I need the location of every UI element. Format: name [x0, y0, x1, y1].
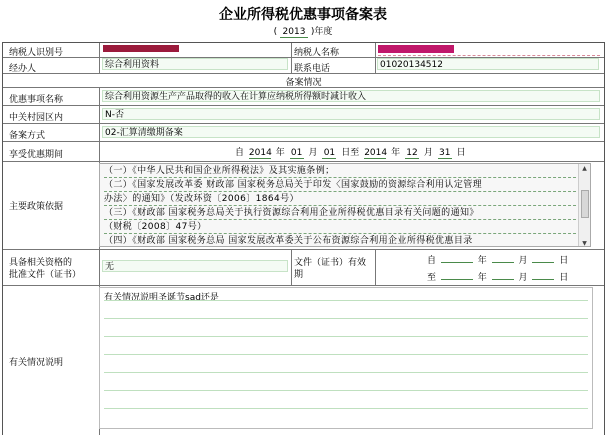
- period-to-day[interactable]: 31: [438, 148, 451, 158]
- validity-to-dates: [427, 270, 568, 283]
- validity-to-month[interactable]: [492, 279, 514, 280]
- policy-textarea[interactable]: [99, 163, 591, 247]
- item-name-input[interactable]: 综合利用资源生产产品取得的收入在计算应纳税所得额时减计收入: [102, 90, 600, 102]
- zgc-label: 中关村园区内: [9, 113, 64, 123]
- handler-label: 经办人: [9, 64, 37, 74]
- period-month-word-2: 月: [423, 148, 433, 158]
- year-suffix: )年度: [310, 27, 333, 37]
- validity-from-word: 自: [427, 256, 437, 266]
- qualification-input[interactable]: 无: [102, 260, 288, 272]
- row-qualification: [3, 249, 604, 286]
- period-to-year[interactable]: 2014: [364, 148, 388, 158]
- period-from-month[interactable]: 01: [290, 148, 303, 158]
- validity-from-dates: [427, 253, 568, 266]
- section-header-row: [3, 73, 604, 88]
- row-handler: [3, 57, 604, 74]
- validity-from-month[interactable]: [492, 262, 514, 263]
- validity-month-word-1: 月: [518, 256, 528, 266]
- period-from-year[interactable]: 2014: [248, 148, 272, 158]
- validity-day-word-2: 日: [559, 273, 569, 283]
- form-title: 企业所得税优惠事项备案表: [219, 7, 387, 23]
- validity-from-day[interactable]: [532, 262, 554, 263]
- scroll-up-icon[interactable]: ▲: [582, 165, 587, 172]
- scroll-thumb[interactable]: [581, 190, 589, 218]
- year-line: [0, 24, 606, 38]
- row-taxpayer: [3, 43, 604, 58]
- qualification-label-1: 具备相关资格的: [9, 258, 73, 268]
- row-item-name: [3, 87, 604, 106]
- period-year-word-2: 年: [391, 148, 401, 158]
- period-dates: [235, 145, 466, 159]
- row-notes: [3, 285, 604, 435]
- validity-to-word: 至: [427, 273, 437, 283]
- section-header: 备案情况: [285, 78, 322, 88]
- period-day-word: 日: [456, 148, 466, 158]
- row-policy: [3, 161, 604, 250]
- policy-line: 办法〉的通知》（发改环资〔2006〕1864号）: [104, 194, 299, 204]
- notes-label: 有关情况说明: [9, 358, 64, 368]
- period-from-word: 自: [235, 148, 245, 158]
- policy-line: （三）《财政部 国家税务总局关于执行资源综合利用企业所得税优惠目录有关问题的通知》: [104, 208, 479, 218]
- scroll-down-icon[interactable]: ▼: [582, 240, 587, 247]
- filing-form-table: [2, 42, 605, 435]
- taxpayer-name-label: 纳税人名称: [294, 48, 340, 58]
- method-label: 备案方式: [9, 131, 46, 141]
- validity-label-1: 文件（证书）有效: [294, 258, 367, 268]
- item-name-label: 优惠事项名称: [9, 95, 64, 105]
- validity-from-year[interactable]: [441, 262, 473, 263]
- taxpayer-name-redacted: [378, 45, 454, 53]
- validity-to-year[interactable]: [441, 279, 473, 280]
- period-to-word: 日至: [341, 148, 360, 158]
- zgc-select[interactable]: N-否: [102, 108, 600, 120]
- validity-month-word-2: 月: [518, 273, 528, 283]
- validity-day-word-1: 日: [559, 256, 569, 266]
- qualification-label-2: 批准文件（证书）: [9, 270, 82, 280]
- policy-line: （财税〔2008〕47号）: [104, 222, 207, 232]
- policy-scrollbar[interactable]: [578, 164, 590, 247]
- handler-input[interactable]: 综合利用资料: [102, 58, 288, 70]
- policy-line: （一）《中华人民共和国企业所得税法》及其实施条例；: [104, 166, 335, 176]
- period-from-day[interactable]: 01: [323, 148, 336, 158]
- year-input[interactable]: 2013: [280, 27, 308, 38]
- row-zgc: [3, 105, 604, 124]
- period-year-word-1: 年: [275, 148, 285, 158]
- taxpayer-id-redacted: [103, 45, 179, 52]
- notes-text: 有关情况说明圣诞节sad还是: [104, 293, 219, 303]
- notes-textarea[interactable]: [99, 287, 593, 429]
- validity-label-2: 期: [294, 270, 304, 280]
- validity-year-word-1: 年: [477, 256, 487, 266]
- phone-label: 联系电话: [294, 64, 331, 74]
- policy-line: （二）《国家发展改革委 财政部 国家税务总局关于印发〈国家鼓励的资源综合利用认定管理: [104, 180, 483, 190]
- taxpayer-id-label: 纳税人识别号: [9, 48, 64, 58]
- validity-to-day[interactable]: [532, 279, 554, 280]
- year-prefix: (: [273, 27, 278, 37]
- phone-input[interactable]: 01020134512: [377, 58, 599, 70]
- period-to-month[interactable]: 12: [406, 148, 418, 158]
- method-select[interactable]: 02-汇算清缴期备案: [102, 126, 600, 138]
- period-label: 享受优惠期间: [9, 150, 64, 160]
- policy-line: （四）《财政部 国家税务总局 国家发展改革委关于公布资源综合利用企业所得税优惠目录: [104, 236, 473, 246]
- row-method: [3, 123, 604, 142]
- policy-label: 主要政策依据: [9, 202, 64, 212]
- period-month-word-1: 月: [308, 148, 318, 158]
- validity-year-word-2: 年: [477, 273, 487, 283]
- row-period: [3, 141, 604, 162]
